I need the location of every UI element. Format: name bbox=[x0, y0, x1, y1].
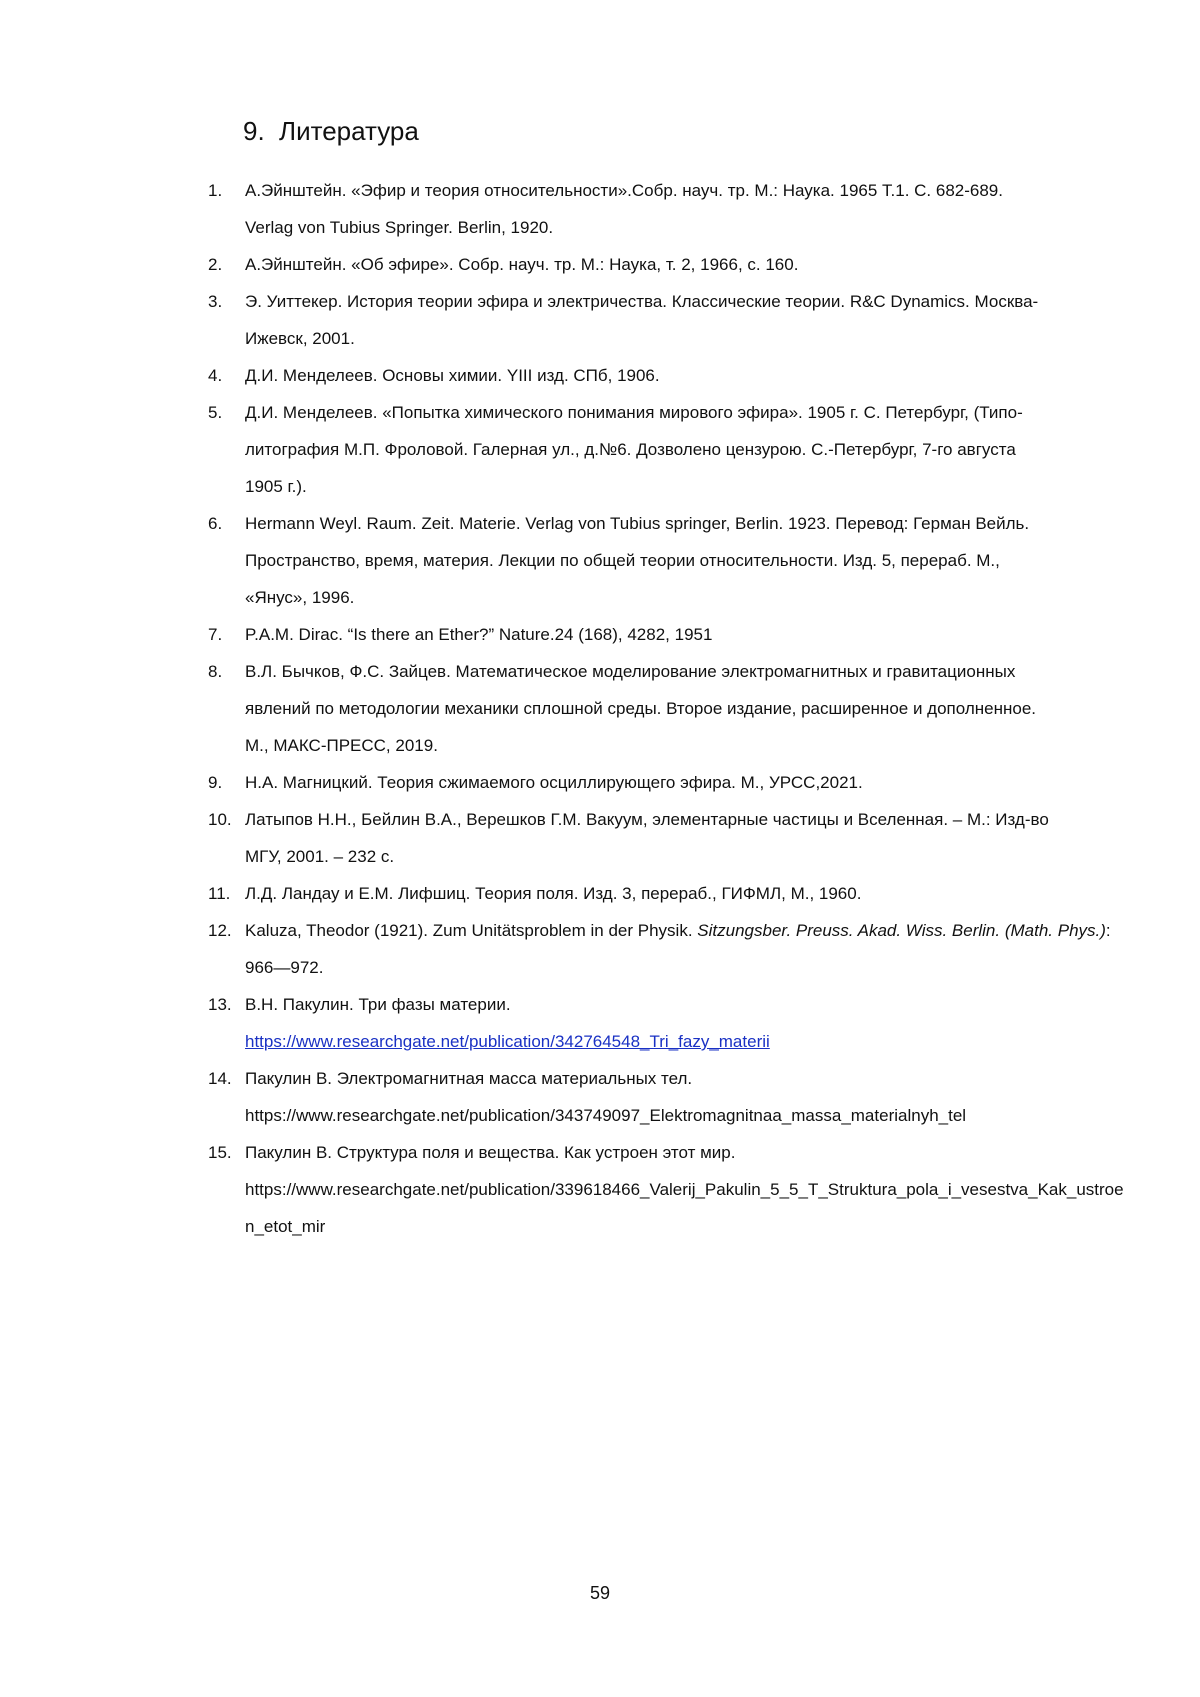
reference-text: В.Н. Пакулин. Три фазы материи. bbox=[245, 995, 511, 1014]
reference-link[interactable]: https://www.researchgate.net/publication/342764548_Tri_fazy_materii bbox=[245, 1032, 770, 1051]
reference-text: Пакулин В. Электромагнитная масса материальных тел. bbox=[245, 1069, 693, 1088]
reference-text: Л.Д. Ландау и Е.М. Лифшиц. Теория поля. Изд. 3, перераб., ГИФМЛ, М., 1960. bbox=[245, 884, 862, 903]
section-heading bbox=[243, 116, 419, 147]
reference-text bbox=[245, 912, 1128, 986]
reference-pages: : 966—972. bbox=[245, 921, 1111, 977]
reference-item bbox=[208, 1134, 1128, 1245]
reference-item bbox=[208, 912, 1128, 986]
reference-item bbox=[208, 764, 1128, 801]
reference-item bbox=[208, 246, 1128, 283]
reference-number: 5. bbox=[208, 403, 223, 422]
reference-item bbox=[208, 172, 1128, 246]
reference-item bbox=[208, 801, 1128, 875]
reference-text: А.Эйнштейн. «Эфир и теория относительности».Собр. науч. тр. М.: Наука. 1965 Т.1. С. 682-689. Verlag von Tubius Springer. Berlin, 1920. bbox=[245, 181, 1003, 237]
reference-number: 15. bbox=[208, 1143, 232, 1162]
reference-number: 8. bbox=[208, 662, 223, 681]
reference-number: 1. bbox=[208, 181, 223, 200]
reference-url: https://www.researchgate.net/publication/343749097_Elektromagnitnaa_massa_materialnyh_tel bbox=[245, 1106, 967, 1125]
reference-text: Hermann Weyl. Raum. Zeit. Materie. Verlag von Tubius springer, Berlin. 1923. Перевод: Герман Вейль. Пространство, время, материя. Лекции по общей теории относительности. Изд. 5, перераб. М., «Янус», 1996. bbox=[245, 514, 1030, 607]
reference-item bbox=[208, 986, 1128, 1060]
reference-text: Д.И. Менделеев. Основы химии. YIII изд. СПб, 1906. bbox=[245, 366, 660, 385]
reference-text: Н.А. Магницкий. Теория сжимаемого осциллирующего эфира. М., УРСС,2021. bbox=[245, 773, 863, 792]
reference-number: 6. bbox=[208, 514, 223, 533]
reference-number: 7. bbox=[208, 625, 223, 644]
reference-text: P.A.M. Dirac. “Is there an Ether?” Nature.24 (168), 4282, 1951 bbox=[245, 625, 713, 644]
reference-number: 10. bbox=[208, 810, 232, 829]
reference-text: Пакулин В. Структура поля и вещества. Как устроен этот мир. bbox=[245, 1143, 736, 1162]
reference-item bbox=[208, 505, 1128, 616]
reference-item bbox=[208, 653, 1128, 764]
section-number: 9. bbox=[243, 116, 265, 146]
reference-number: 11. bbox=[208, 884, 231, 903]
reference-number: 14. bbox=[208, 1069, 232, 1088]
reference-text: А.Эйнштейн. «Об эфире». Собр. науч. тр. М.: Наука, т. 2, 1966, с. 160. bbox=[245, 255, 799, 274]
reference-url: https://www.researchgate.net/publication/339618466_Valerij_Pakulin_5_5_T_Struktura_pola_i_vesestva_Kak_ustroen_etot_mir bbox=[245, 1180, 1124, 1236]
reference-number: 4. bbox=[208, 366, 223, 385]
reference-number: 3. bbox=[208, 292, 223, 311]
reference-number: 2. bbox=[208, 255, 223, 274]
reference-list bbox=[208, 172, 1128, 1245]
reference-item bbox=[208, 283, 1128, 357]
section-title: Литература bbox=[279, 116, 419, 146]
reference-number: 12. bbox=[208, 921, 232, 940]
reference-item bbox=[208, 394, 1128, 505]
reference-number: 13. bbox=[208, 995, 232, 1014]
reference-item bbox=[208, 616, 1128, 653]
reference-item bbox=[208, 357, 1128, 394]
reference-text-plain: Kaluza, Theodor (1921). Zum Unitätsproblem in der Physik. bbox=[245, 921, 698, 940]
reference-journal: Sitzungsber. Preuss. Akad. Wiss. Berlin. (Math. Phys.) bbox=[697, 921, 1106, 940]
reference-text: Д.И. Менделеев. «Попытка химического понимания мирового эфира». 1905 г. С. Петербург, (Типо- литография М.П. Фроловой. Галерная ул., д.№6. Дозволено цензурою. С.-Петербург, 7-го августа 1905 г.). bbox=[245, 403, 1023, 496]
reference-text: Э. Уиттекер. История теории эфира и электричества. Классические теории. R&C Dynamics. Москва- Ижевск, 2001. bbox=[245, 292, 1039, 348]
reference-text: Латыпов Н.Н., Бейлин В.А., Верешков Г.М. Вакуум, элементарные частицы и Вселенная. – М.: Изд-во МГУ, 2001. – 232 с. bbox=[245, 810, 1049, 866]
reference-number: 9. bbox=[208, 773, 223, 792]
reference-item bbox=[208, 1060, 1128, 1134]
page-number: 59 bbox=[589, 1583, 611, 1603]
reference-text: В.Л. Бычков, Ф.С. Зайцев. Математическое моделирование электромагнитных и гравитационных явлений по методологии механики сплошной среды. Второе издание, расширенное и дополненное. М., МАКС-ПРЕСС, 2019. bbox=[245, 662, 1037, 755]
reference-item bbox=[208, 875, 1128, 912]
